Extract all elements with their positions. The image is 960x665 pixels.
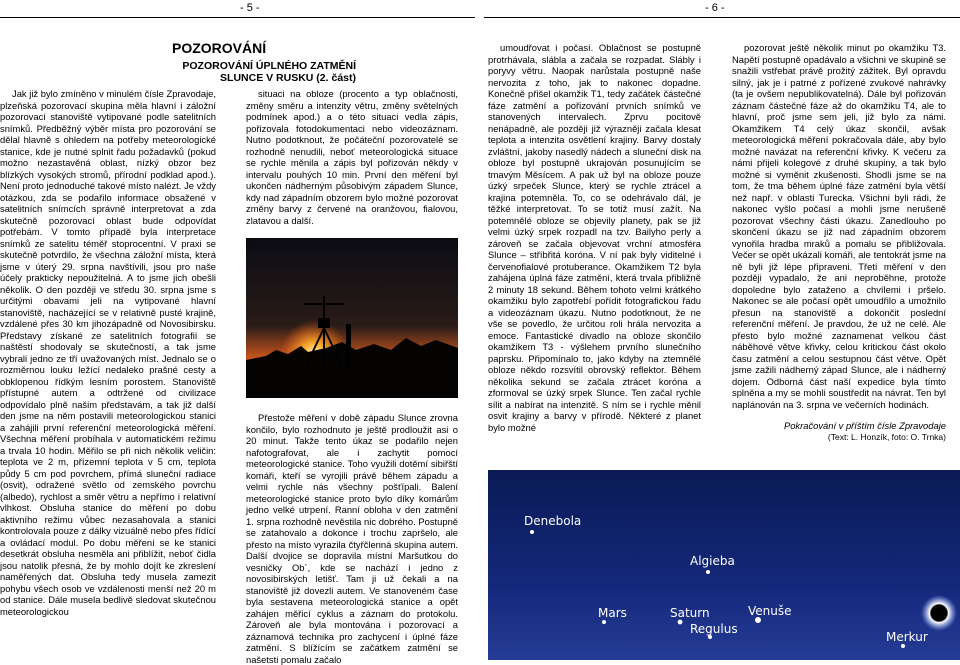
column-1-text: Jak již bylo zmíněno v minulém čísle Zpravodaje, plzeňská pozorovací skupina měla hlavní i záložní pozorovací stanoviště vytipované podle satelitních snímků. Předběžný výběr místa pro pozorování se dělal hlavně s ohledem na potřeby meteorologické stanice, kde je nutné splnit řadu požadavků (pokud možno nezastavěná oblast, nízký obzor bez blízkých vysokých stromů, přírodní podklad apod.). Není proto jednoduché takové místo nalézt. Je vždy otázkou, zda se podařilo informace obsažené v satelitních snímcích správně interpretovat a zda skutečně pozorovací oblast bude odpovídat potřebám. V tomto případě byla interpretace snímků ze satelitu téměř stoprocentní. V praxi se skutečně potvrdilo, že všechna záložní místa, která jsme v úterý 29. srpna navštívili, jsou pro naše účely prakticky nepoužitelná. A to jsme jich obešli několik. O den později ve středu 30. srpna jsme s určitými obavami jeli na vytipované hlavní stanoviště, nacházející se v relativně pusté krajině, vzdálené přes 30 km jihozápadně od Novosibirsku. Představy získané ze satelitních fotografií se naštěstí shodovaly se skutečností, a tak jsme vybrali jedno ze tří uvažovaných míst. Jednalo se o rozměrnou louku ležící nedaleko prašné cesty a obklopenou řídkým lesním porostem. Stanoviště přístupné autem a odtržené od civilizace odpovídalo plně našim představám, a tak již další den jsme na něm postavili meteorologickou stanici a zahájili první referenční meteorologická měření. Všechna měření probíhala v automatickém režimu a trvala 10 hodin. Měřilo se při nich několik veličin: teplota ve 2 m, přízemní teplota v 5 cm, teplota půdy 5 cm pod povrchem, přímá sluneční radiace (osvit), odražené světlo od zemského povrchu (albedo), rychlost a směr větru a nepřímo i relativní vlhkost. Obsluha stanice do měření po dobu aktivního režimu vůbec nezasahovala a stanici kontrolovala pouze z dálky vizuálně nebo přes řídící a ovládací modul. Po dobu měření se ke stanici desetkrát obsluha nesměla ani přiblížit, neboť čidla jsou natolik přesná, že by mohlo dojít ke zkreslení naměřených dat. Obsluha tedy musela zamezit pohybu všech osob ve vzdálenosti menší než 20 m od stanice. Dále musela bedlivě sledovat skutečnou meteorologickou xyxy=(0,88,216,617)
column-3-text: umoudřovat i počasí. Oblačnost se postupně protrhávala, slábla a začala se rozpadat. Slábly i poryvy větru. Naopak narůstala postupně naše nervozita z toho, jak to nakonec dopadne. Konečně přišel okamžik T1, tedy začátek částečné fáze zatmění a pořizování prvních snímků ve stanovených intervalech. Zprvu pocitově nenápadně, ale později již výrazněji začala klesat teplota a intenzita osvětlení krajiny. Barvy dostaly zvláštní, jakoby nasedlý nádech a sluneční disk na obloze byl postupně ukrajován posunujícím se tmavým Měsícem. A pak už byl na obloze pouze úzký srpeček Slunce, který se rychle ztrácel a krajina potemněla. To, co se odehrávalo dál, je těžké interpretovat. To se totiž musí zažít. Na potemnělé obloze se objevily planety, pak se již velmi úzký srpek rozpadl na tzv. Bailyho perly a zároveň se začala objevovat vrchní atmosféra Slunce – stříbřitá koróna. V ní pak byly viditelné i červenofialové protuberance. Okamžikem T2 byla zahájena úplná fáze zatmění, která trvala přibližně 2 minuty 18 sekund. Během tohoto velmi krátkého okamžiku bylo zapotřebí pořídit fotografickou řadu a videozáznam úkazu. Nutno podotknout, že ne vše se povedlo, že určitou roli hrála nervozita a emoce. Fantastické divadlo na obloze skončilo okamžikem T3 - výšlehem prvního slunečního paprsku. Připomínalo to, jako kdyby na ztemnělé obloze někdo rozsvítil obrovský reflektor. Během několika sekund se začala ztrácet koróna a zformoval se úzký srpek Slunce. Ten začal rychle sílit a nabírat na intenzitě. S ním se i rychle měnil osvit krajiny a barvy v přírodě. Některé z planet bylo možné xyxy=(488,42,701,433)
page-number-left: - 5 - xyxy=(240,2,260,14)
merkur-star xyxy=(901,644,905,648)
continuation-note: Pokračování v příštím čísle Zpravodaje xyxy=(783,420,946,431)
label-regulus: Regulus xyxy=(690,622,738,636)
label-mars: Mars xyxy=(598,606,627,620)
column-3 xyxy=(488,42,701,433)
column-2-bottom xyxy=(246,412,458,665)
label-merkur: Merkur xyxy=(886,630,928,644)
label-algieba: Algieba xyxy=(690,554,735,568)
article-title: POZOROVÁNÍ xyxy=(172,40,267,56)
label-saturn: Saturn xyxy=(670,606,710,620)
header-rule-left xyxy=(0,17,475,18)
eclipse-photo xyxy=(488,470,960,660)
column-4 xyxy=(732,42,946,443)
algieba-star xyxy=(706,570,710,574)
label-venuse: Venuše xyxy=(748,604,792,618)
column-2-top-text: situaci na obloze (procento a typ oblačnosti, změny směru a intenzity větru, změny světelných podmínek apod.) a o této situaci vedla zápis, pořizovala fotodokumentaci nebo videozáznam. Nutno podotknout, že počáteční pozorovatelé se rozhodně nenudili, neboť meteorologická situace se rychle měnila a zápis byl pořizován někdy v intervalu pouhých 10 min. První den měření byl ukončen nádherným působivým západem Slunce, kdy nad západním obzorem bylo možné pozorovat změny barvy z červené na oranžovou, fialovou, zlatavou a další. xyxy=(246,88,458,226)
saturn-star xyxy=(678,620,683,625)
sunset-image xyxy=(246,238,458,398)
article-subtitle: POZOROVÁNÍ ÚPLNÉHO ZATMĚNÍ SLUNCE V RUSKU (2. část) xyxy=(182,60,356,84)
article-credit: (Text: L. Honzík, foto: O. Trnka) xyxy=(827,431,946,442)
column-2-top xyxy=(246,88,458,226)
column-2-bottom-text: Přestože měření v době západu Slunce zrovna končilo, bylo rozhodnuto je ještě prodloužit asi o 20 minut. Takže tento úkaz se podařilo nejen nafotografovat, ale i zachytit pomocí meteorologické stanice. Toho využili dotěmí sibiřští komáři, kteří se vyrojili právě během západu a velmi rychle nás všechny pošťípali. Balení meteorologické stanice proto bylo díky komárům jedno velké utrpení. Ranní obloha v den zatmění 1. srpna rozhodně nevěstila nic dobrého. Postupně se zatahovalo a dokonce i trochu zapršelo, ale přesto na místo vyrazila čtyřčlenná skupina autem. Další dvojice se dopravila místní Maršutkou do vesničky Ob´, kde se nachází i jedno z novosibirských letišť. Tam ji už čekali a na stanoviště již dovezli autem. Ve stanoveném čase byla sestavena meteorologická stanice a opět zahájen měřicí cyklus a záznam do protokolu. Zároveň ale byla montována i pozorovací a záznamová technika pro zachycení i úplné fáze zatmění. S blížícím se začátkem zatmění se našetsti pomalu začalo xyxy=(246,412,458,665)
header-rule-right xyxy=(484,17,960,18)
page-number-right: - 6 - xyxy=(705,2,725,14)
column-4-text: pozorovat ještě několik minut po okamžiku T3. Napětí postupně opadávalo a všichni ve skupině se snažili vstřebat právě prožitý zážitek. Byl opravdu silný, jak je i patrné z pořízené zvukové nahrávky (ta je ovšem nepublikovatelná). Dále byl pořizován záznam částečné fáze až do okamžiku T4, ale to hlavní, proč jsme sem jeli, již bylo za námi. Okamžikem T4 celý úkaz skončil, avšak meteorologická měření pokračovala dále, aby bylo možné navázat na referenční křivky. K večeru za námi přijeli kolegové z druhé skupiny, a tak bylo možné si vyměnit zkušenosti. Shodli jsme se na tom, že tma během úplné fáze zatmění byla větší než např. v oblasti Turecka. Všichni byli rádi, že nakonec vyšlo počasí a mohli jsme nerušeně pozorovat všechny části úkazu. Zanedlouho po skončení úkazu se již nad západním obzorem vynořila hradba mraků a pomalu se přibližovala. Večer se opět ukázali komáři, ale tentokrát jsme na ně byli již lépe připraveni. Třetí měření v den později vypadalo, že ani neproběhne, protože dopoledne bylo zataženo a chvílemi i pršelo. Nakonec se ale počasí opět umoudřilo a umožnilo přesun na stanoviště a dokončit poslední referenční měření. Je pravdou, že už ne celé. Ale přesto bylo možné zaznamenat velkou část náběhové větve křivky, celou kritickou část okolo času zatmění a celou sestupnou část větve. Opět jsme zažili nádherný západ Slunce, ale i nádherný dojem. Odborná část naší expedice byla tímto splněna a my se mohli soustředit na návrat. Ten byl naplánován na 3. srpna ve večerních hodinách. xyxy=(732,42,946,410)
sunset-photo xyxy=(246,238,458,398)
mars-star xyxy=(602,620,606,624)
column-1 xyxy=(0,88,216,617)
label-denebola: Denebola xyxy=(524,514,582,528)
denebola-star xyxy=(530,530,534,534)
